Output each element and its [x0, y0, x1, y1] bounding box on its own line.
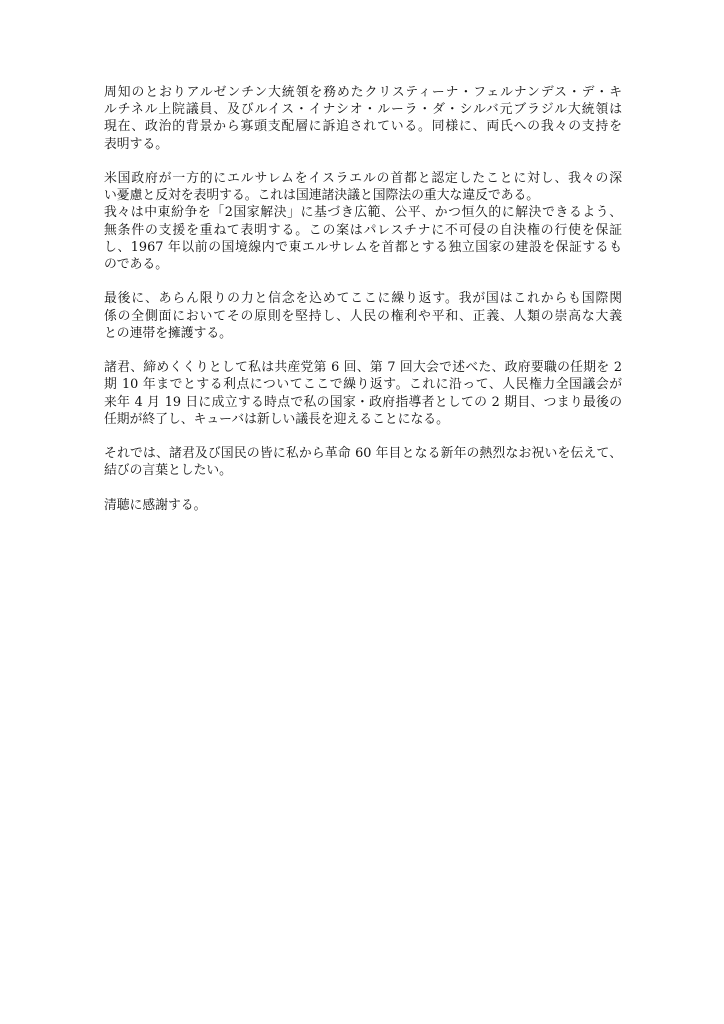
text-line: 最後に、あらん限りの力と信念を込めてここに繰り返す。我が国はこれからも国際関 — [104, 291, 622, 307]
paragraph — [104, 84, 622, 153]
text-line: のである。 — [104, 257, 168, 273]
text-line: 無条件の支援を重ねて表明する。この案はパレスチナに不可侵の自決権の行使を保証 — [104, 222, 622, 238]
text-line: し、1967 年以前の国境線内で東エルサレムを首都とする独立国家の建設を保証するも — [104, 239, 622, 255]
text-line: 清聴に感謝する。 — [104, 497, 207, 513]
text-line: 現在、政治的背景から寡頭支配層に訴追されている。同様に、両氏への我々の支持を — [104, 119, 622, 135]
text-line: 結びの言葉としたい。 — [104, 463, 232, 479]
text-line: それでは、諸君及び国民の皆に私から革命 60 年目となる新年の熱烈なお祝いを伝えて、 — [104, 446, 622, 462]
paragraph — [104, 497, 622, 514]
text-line: 表明する。 — [104, 136, 168, 152]
text-line: 周知のとおりアルゼンチン大統領を務めたクリスティーナ・フェルナンデス・デ・キ — [104, 85, 622, 100]
text-line: 任期が終了し、キューバは新しい議長を迎えることになる。 — [104, 411, 449, 427]
text-line: 係の全側面においてその原則を堅持し、人民の権利や平和、正義、人類の崇高な大義 — [104, 308, 622, 324]
text-line: 来年 4 月 19 日に成立する時点で私の国家・政府指導者としての 2 期目、つまり最後の — [104, 394, 622, 410]
paragraph — [104, 359, 622, 428]
text-line: 米国政府が一方的にエルサレムをイスラエルの首都と認定したことに対し、我々の深 — [104, 171, 622, 186]
paragraph — [104, 445, 622, 479]
document-body — [104, 84, 622, 531]
paragraph — [104, 170, 622, 273]
paragraph — [104, 290, 622, 342]
text-line: 期 10 年までとする利点についてここで繰り返す。これに沿って、人民権力全国議会が — [104, 377, 622, 393]
text-line: との連帯を擁護する。 — [104, 325, 232, 341]
text-line: い憂慮と反対を表明する。これは国連諸決議と国際法の重大な違反である。 — [104, 188, 540, 204]
text-line: 諸君、締めくくりとして私は共産党第 6 回、第 7 回大会で述べた、政府要職の任期を 2 — [104, 360, 622, 376]
text-line: 我々は中東紛争を「2国家解決」に基づき広範、公平、かつ恒久的に解決できるよう、 — [104, 205, 622, 221]
text-line: ルチネル上院議員、及びルイス・イナシオ・ルーラ・ダ・シルバ元ブラジル大統領は — [104, 102, 622, 118]
